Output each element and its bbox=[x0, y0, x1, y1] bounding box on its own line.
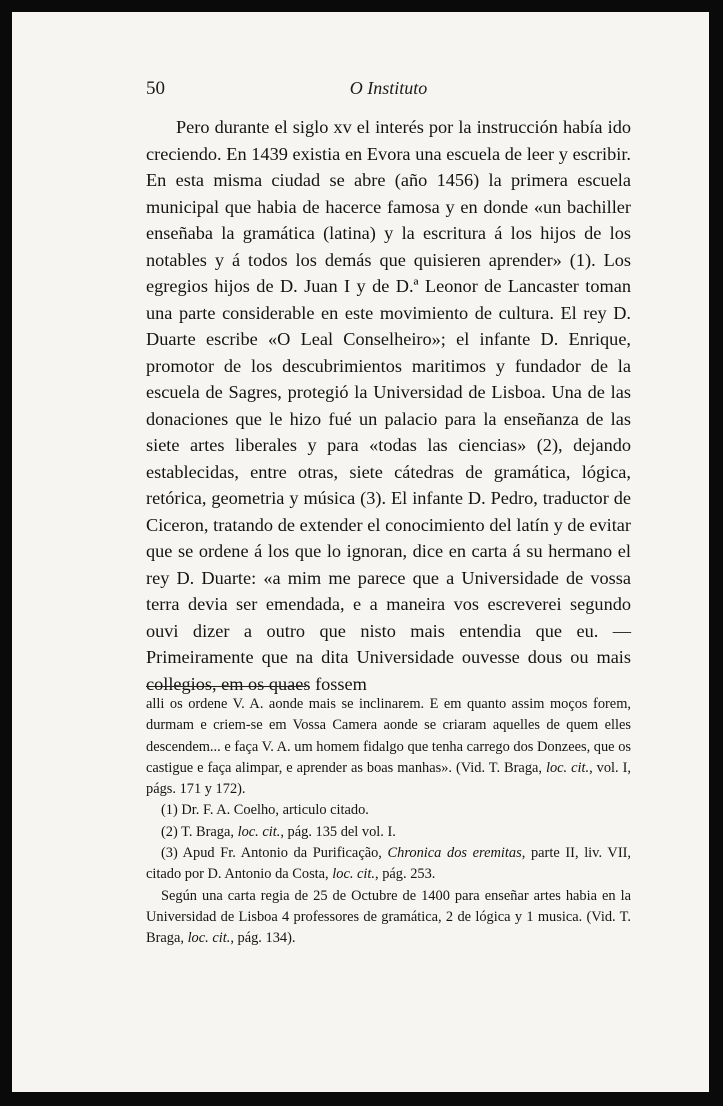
footnote-3: (3) Apud Fr. Antonio da Purificação, Chronica dos eremitas, parte II, liv. VII, citado por D. Antonio da Costa, loc. cit., pág. 253. bbox=[146, 845, 632, 883]
main-text bbox=[146, 114, 631, 697]
footnotes bbox=[146, 694, 631, 950]
paragraph: Pero durante el siglo xv el interés por la instrucción había ido creciendo. En 1439 existia en Evora una escuela de leer y escribir. En esta misma ciudad se abre (año 1456) la primera escuela municipal que habia de hacerce famosa y en donde «un bachiller enseñaba la gramática (latina) y la escritura á los hijos de los notables y á todos los demás que quisieren aprender» (1). Los egregios hijos de D. Juan I y de D.ª Leonor de Lancaster toman una parte considerable en este movimiento de cultura. El rey D. Duarte escribe «O Leal Conselheiro»; el infante D. Enrique, promotor de los descubrimientos maritimos y fundador de la escuela de Sagres, protegió la Universidad de Lisboa. Una de las donaciones que le hizo fué un palacio para la enseñanza de las siete artes liberales y para «todas las ciencias» (2), dejando establecidas, entre otras, siete cátedras de gramática, lógica, retórica, geometria y música (3). El infante D. Pedro, traductor de Ciceron, tratando de extender el conocimiento del latín y de evitar que se ordene á los que lo ignoran, dice en carta á su hermano el rey D. Duarte: «a mim me parece que a Universidade de vossa terra devia ser emendada, e a maneira vos escreverei segundo ouvi dizer a outro que nisto mais entendia que eu. — Primeiramente que na dita Universidade ouvesse dous ou mais collegios, em os quaes fossem bbox=[146, 117, 631, 694]
footnote-divider bbox=[146, 686, 306, 687]
footnote-continued: alli os ordene V. A. aonde mais se inclinarem. E em quanto assim moços forem, durmam e criem-se em Vossa Camera aonde se criaram aquelles de quem elles descendem... e faça V. A. um homem fidalgo que tenha carrego dos Donzees, que os castigue e faça alimpar, e aprender as boas manhas». (Vid. T. Braga, loc. cit., vol. I, págs. 171 y 172). bbox=[146, 696, 631, 798]
running-title: O Instituto bbox=[349, 78, 428, 98]
page-number: 50 bbox=[146, 78, 165, 99]
footnote-4: Según una carta regia de 25 de Octubre de 1400 para enseñar artes habia en la Universidad de Lisboa 4 professores de gramática, 2 de lógica y 1 musica. (Vid. T. Braga, loc. cit., pág. 134). bbox=[146, 887, 631, 947]
footnote-2: (2) T. Braga, loc. cit., pág. 135 del vol. I. bbox=[161, 823, 396, 840]
footnote-1: (1) Dr. F. A. Coelho, articulo citado. bbox=[161, 802, 369, 819]
running-head bbox=[146, 78, 631, 102]
